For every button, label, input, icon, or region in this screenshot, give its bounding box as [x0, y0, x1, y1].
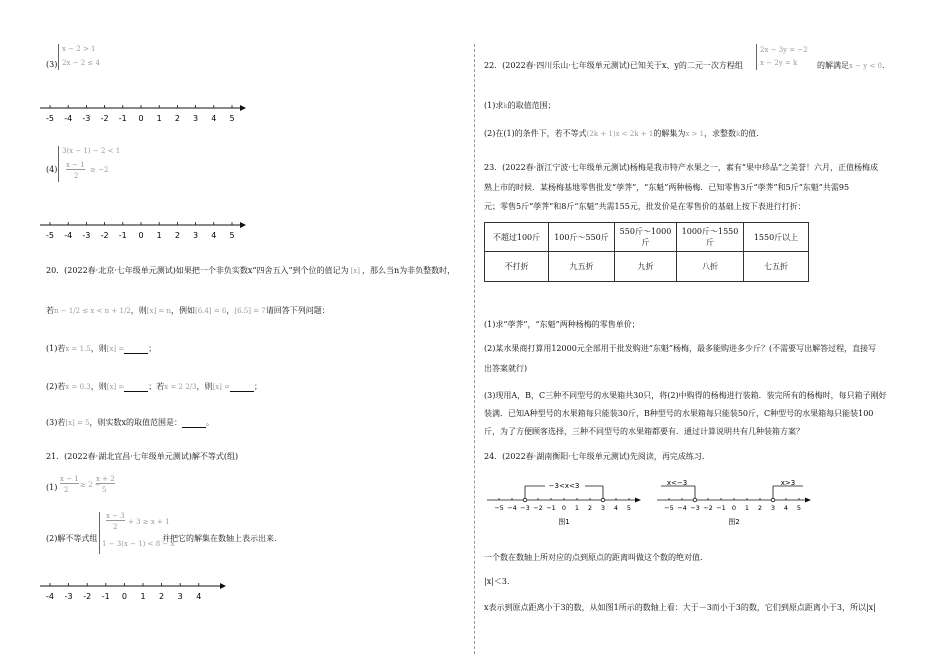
q24-explanation: x表示到原点距离小于3的数，从如图1所示的数轴上看：大于－3而小于3的数，它们到原点距离小于3，所以|x|: [484, 603, 876, 612]
q20-p1-answer-blank[interactable]: [124, 345, 148, 354]
q23-part-2-line-2: 出答案就行): [484, 364, 528, 373]
q22-brace: [756, 44, 757, 70]
q22-p2-end: 的值.: [740, 129, 759, 138]
number-line-tick-label: 4: [211, 231, 217, 240]
number-line-tick-label: -4: [64, 231, 73, 240]
q20-p3-text: ，则实数x的取值范围是：: [89, 418, 183, 427]
q22-line-1-tail: [817, 60, 885, 71]
q20-p3-end: 。: [206, 418, 215, 427]
number-line-tick-label: -1: [101, 592, 110, 601]
number-line-tick-label: 2: [757, 504, 763, 512]
q22-part-2: [484, 128, 759, 139]
q20-p2-end: ；: [253, 382, 262, 391]
q21-p2-ineq1-numerator: x − 3: [106, 512, 125, 520]
figure-1-caption: 图1: [558, 518, 570, 526]
number-line-tick-label: -2: [100, 114, 109, 123]
q20-p2-expression-2: [x] =: [212, 383, 230, 391]
number-line-tick-label: −1: [546, 504, 556, 512]
q20-p1-end: ；: [148, 344, 157, 353]
number-line-tick-label: 5: [626, 504, 632, 512]
figure-2-right-label: x>3: [780, 479, 796, 487]
number-line-tick-label: 5: [229, 114, 235, 123]
q20-p1-expression: [x] =: [106, 345, 125, 353]
number-line-tick-label: 0: [138, 114, 144, 123]
q20-p3-condition: [x] = 5: [65, 419, 90, 427]
number-line-tick-label: −2: [703, 504, 713, 512]
number-line-tick-label: 2: [174, 231, 180, 240]
q20-p2-answer-blank-2[interactable]: [230, 383, 254, 392]
number-line-tick-label: 0: [561, 504, 567, 512]
q20-line-2: [46, 305, 330, 316]
number-line-tick-label: 1: [574, 504, 580, 512]
number-line-tick-label: 0: [138, 231, 144, 240]
number-line-tick-label: 3: [177, 592, 183, 601]
q21-p2-brace: [99, 512, 100, 554]
number-line-tick-label: −5: [494, 504, 504, 512]
q20-part-3: [46, 417, 214, 428]
q20-p1-then: ，则: [90, 344, 107, 353]
q22-p2-find: ，求整数: [704, 129, 737, 138]
table-header-cell: 100斤～550斤: [549, 223, 615, 252]
number-line-tick-label: −5: [664, 504, 674, 512]
q21-p2-label: (2)解不等式组: [46, 534, 98, 543]
number-line-b: [40, 219, 250, 243]
q23-paragraph-1: 23．(2022春·浙江宁波·七年级单元测试)杨梅是我市特产水果之一，素有“果中珍品”之美誉！六月，正值杨梅成: [484, 163, 879, 172]
number-line-tick-label: −2: [533, 504, 543, 512]
number-line-tick-label: -1: [118, 114, 127, 123]
number-line-tick-label: 3: [770, 504, 776, 512]
q22-equation-2: x − 2y = k: [760, 59, 798, 67]
number-line-tick-label: -4: [64, 114, 73, 123]
table-header-cell: 1550斤以上: [744, 223, 809, 252]
number-line-tick-label: -4: [46, 592, 54, 601]
number-line-tick-label: 0: [731, 504, 737, 512]
figure-2-caption: 图2: [728, 518, 740, 526]
table-cell: 九五折: [549, 252, 615, 282]
table-cell: 八折: [677, 252, 744, 282]
q22-p1-variable: k: [503, 102, 508, 110]
table-header-row: [485, 223, 809, 252]
number-line-tick-label: 2: [159, 592, 165, 601]
q4-brace: [58, 146, 59, 182]
q23-paragraph-3: 元；零售5斤“荸荠”和8斤“东魁”共需155元，批发价是在零售价的基础上按下表进行打折：: [484, 202, 806, 211]
q20-p2-label: (2)若: [46, 382, 66, 391]
figure-2-left-label: x<−3: [666, 479, 688, 487]
number-line-tick-label: 1: [156, 114, 162, 123]
q23-part-2-line-1: (2)某水果商打算用12000元全部用于批发购进“东魁”杨梅，最多能购进多少斤？(不需要写出解答过程，直接写: [484, 344, 877, 353]
number-line-tick-label: 4: [196, 592, 202, 601]
q20-p2-expression-1: [x] =: [106, 383, 125, 391]
q20-p2-then-2: ，则: [196, 382, 213, 391]
q20-instruction: 请回答下列问题：: [265, 306, 330, 315]
q3-inequality-2: 2x − 2 ≤ 4: [62, 59, 100, 67]
q22-p2-variable: k: [736, 130, 741, 138]
q21-p1-left-numerator: x − 1: [60, 475, 79, 483]
number-line-tick-label: -1: [118, 231, 127, 240]
number-line-c: [40, 580, 230, 604]
q20-example-label: ，例如: [171, 306, 195, 315]
q20-condition: n − 1/2 ≤ x < n + 1/2: [54, 307, 131, 315]
q21-p1-right-denominator: 5: [102, 486, 107, 494]
number-line-tick-label: −4: [677, 504, 687, 512]
q3-label: (3): [46, 60, 58, 69]
q22-p2-solution: x > 1: [685, 130, 705, 138]
q4-fraction-denominator: 2: [74, 172, 79, 180]
q23-part-3-line-3: 斤，为了方便顾客选择，三种不同型号的水果箱都要有．通过计算说明共有几种装箱方案？: [484, 427, 804, 436]
q23-paragraph-2: 熟上市的时候．某杨梅基地零售批发“荸荠”，“东魁”两种杨梅．已知零售3斤“荸荠”和5斤“东魁”共需95: [484, 183, 850, 192]
number-line-tick-label: 3: [193, 114, 199, 123]
number-line-tick-label: 1: [140, 592, 146, 601]
q23-part-1: (1)求“荸荠”，“东魁”两种杨梅的零售单价；: [484, 320, 640, 329]
q20-p1-label: (1)若: [46, 344, 66, 353]
q23-part-3-line-2: 装满．已知A种型号的水果箱每只能装30斤，B种型号的水果箱每只能装50斤，C种型号的水果箱每只能装100: [484, 409, 874, 418]
number-line-a: [40, 102, 250, 126]
figure-2-number-line: [655, 478, 815, 528]
number-line-tick-label: -2: [83, 592, 92, 601]
number-line-tick-label: 2: [587, 504, 593, 512]
q20-part-2: [46, 381, 262, 392]
q21-title: 21．(2022春·湖北宜昌·七年级单元测试)解不等式(组): [46, 452, 239, 461]
q22-line-end: .: [882, 61, 885, 70]
q22-part-1: [484, 100, 556, 111]
number-line-tick-label: −3: [690, 504, 700, 512]
number-line-tick-label: 1: [156, 231, 162, 240]
table-cell: 七五折: [744, 252, 809, 282]
q20-p2-answer-blank-1[interactable]: [124, 383, 148, 392]
q24-title: 24．(2022春·湖南衡阳·七年级单元测试)先阅读，再完成练习.: [484, 452, 705, 461]
table-header-cell: 1000斤～1550斤: [677, 223, 744, 252]
q23-part-3-line-1: (3)现用A，B，C三种不同型号的水果箱共30只，将(2)中购得的杨梅进行装箱．装完所有的杨梅时，每只箱子刚好: [484, 391, 887, 400]
q20-intro: 20．(2022春·北京·七年级单元测试)如果把一个非负实数x“四舍五入”到个位的值记为: [46, 266, 349, 275]
q21-p1-label: (1): [46, 483, 58, 492]
q21-p2-ineq1-rhs: + 3 ≥ x + 1: [128, 518, 170, 526]
table-header-cell: 550斤～1000斤: [615, 223, 677, 252]
q4-fraction-numerator: x − 1: [66, 161, 85, 169]
q20-p3-label: (3)若: [46, 418, 66, 427]
q20-example-separator: ，: [226, 306, 235, 315]
q4-label: (4): [46, 165, 58, 174]
q20-intro-tail: ，那么当n为非负整数时，: [361, 266, 456, 275]
table-cell: 九折: [615, 252, 677, 282]
q20-example-1: [6.4] = 6: [195, 307, 227, 315]
q22-p2-inequality: (2k + 1)x < 2k + 1: [586, 130, 654, 138]
q21-p2-ineq2: 1 − 3(x − 1) < 8 − x: [102, 540, 175, 548]
q20-then: ，则: [130, 306, 147, 315]
number-line-tick-label: −3: [520, 504, 530, 512]
q22-p2-intro: (2)在(1)的条件下，若不等式: [484, 129, 587, 138]
q24-inequality: |x|＜3.: [484, 577, 510, 586]
number-line-tick-label: −1: [716, 504, 726, 512]
table-header-cell: 不超过100斤: [485, 223, 549, 252]
number-line-tick-label: −4: [507, 504, 517, 512]
q22-p1-label: (1)求: [484, 101, 504, 110]
number-line-tick-label: 0: [121, 592, 127, 601]
table-cell: 不打折: [485, 252, 549, 282]
number-line-tick-label: -5: [46, 231, 54, 240]
number-line-tick-label: 3: [193, 231, 199, 240]
number-line-tick-label: 4: [613, 504, 619, 512]
number-line-tick-label: 5: [229, 231, 235, 240]
q22-intro: 22．(2022春·四川乐山·七年级单元测试)已知关于x、y的二元一次方程组: [484, 61, 743, 70]
q21-p1-middle: ≥ 2 −: [80, 481, 101, 489]
number-line-tick-label: -3: [82, 114, 91, 123]
q22-p1-text: 的取值范围；: [507, 101, 556, 110]
q20-p3-answer-blank[interactable]: [182, 419, 206, 428]
q20-p2-separator: ；若: [148, 382, 165, 391]
q20-p1-condition: x = 1.5: [65, 345, 91, 353]
discount-table: [484, 222, 809, 282]
q21-p2-ineq1-denominator: 2: [113, 523, 118, 531]
q20-bracket-notation: [x]: [350, 267, 360, 275]
q20-p2-condition-1: x = 0.3: [65, 383, 91, 391]
q21-p1-right-numerator: x + 2: [96, 475, 115, 483]
q20-part-1: [46, 343, 156, 354]
q4-inequality-2-rhs: ≥ −2: [90, 166, 109, 174]
figure-1-number-line: [485, 478, 645, 528]
q20-equation: [x] = n: [146, 307, 171, 315]
q20-p2-condition-2: x = 2 2/3: [164, 383, 197, 391]
q24-definition: 一个数在数轴上所对应的点到原点的距离叫做这个数的绝对值.: [484, 553, 703, 562]
number-line-tick-label: -2: [100, 231, 109, 240]
q4-inequality-1: 3(x − 1) − 2 < 1: [62, 147, 121, 155]
figure-1-range-label: −3<x<3: [548, 482, 580, 490]
number-line-tick-label: 5: [796, 504, 802, 512]
q20-if: 若: [46, 306, 54, 315]
number-line-tick-label: -3: [82, 231, 91, 240]
number-line-tick-label: 3: [600, 504, 606, 512]
number-line-tick-label: 4: [211, 114, 217, 123]
q20-p2-then-1: ，则: [90, 382, 107, 391]
q22-solution-condition: x − y < 0: [849, 62, 882, 70]
page-divider: [474, 44, 475, 654]
q22-equation-1: 2x − 3y = −2: [760, 46, 808, 54]
q20-line-1: [46, 265, 455, 276]
q21-p1-left-denominator: 2: [64, 486, 69, 494]
number-line-tick-label: -5: [46, 114, 54, 123]
number-line-tick-label: -3: [64, 592, 73, 601]
number-line-tick-label: 4: [783, 504, 789, 512]
q22-p2-solution-label: 的解集为: [653, 129, 686, 138]
table-row: [485, 252, 809, 282]
q3-brace: [58, 44, 59, 70]
number-line-tick-label: 1: [744, 504, 750, 512]
number-line-tick-label: 2: [174, 114, 180, 123]
q3-inequality-1: x − 2 > 1: [62, 45, 96, 53]
q20-example-2: [6.5] = 7: [234, 307, 266, 315]
q22-solution-condition-label: 的解满足: [817, 61, 849, 70]
q22-line-1: [484, 60, 743, 71]
q21-p2-tail: 并把它的解集在数轴上表示出来.: [162, 534, 277, 543]
